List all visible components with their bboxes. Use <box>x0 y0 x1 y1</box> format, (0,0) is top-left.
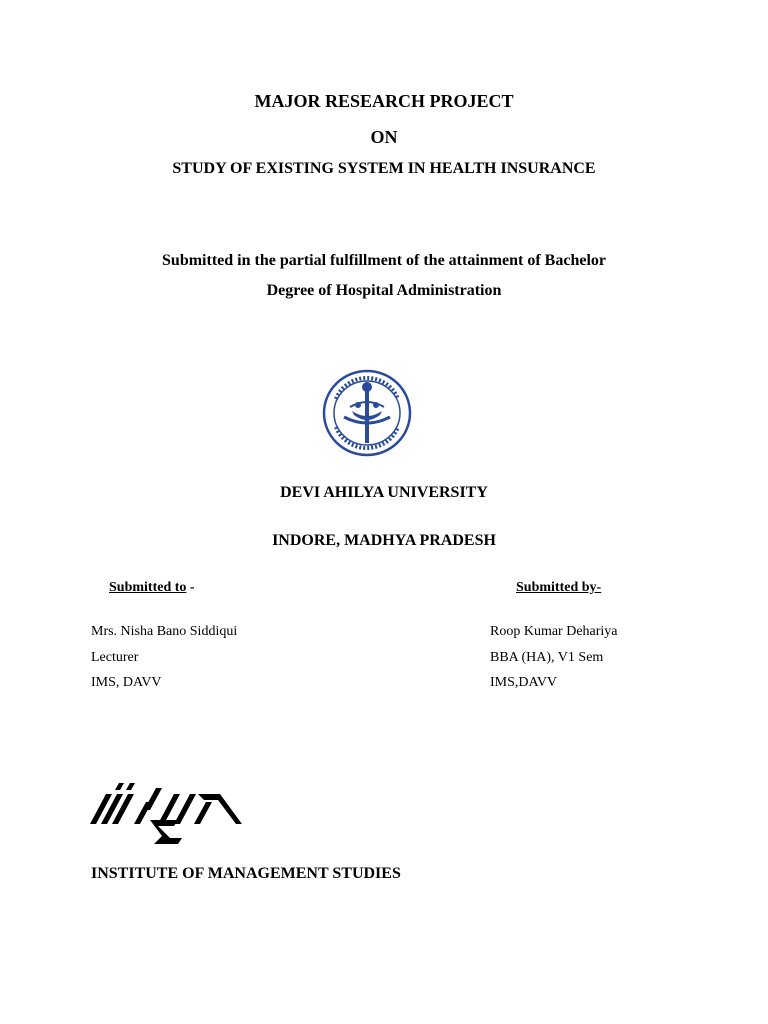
submission-statement-line1: Submitted in the partial fulfillment of the attainment of Bachelor <box>162 252 606 269</box>
university-seal-icon <box>322 369 412 457</box>
project-title: MAJOR RESEARCH PROJECT <box>254 91 514 111</box>
institute-name: INSTITUTE OF MANAGEMENT STUDIES <box>91 865 401 882</box>
submitted-to-suffix: - <box>186 580 195 595</box>
student-course: BBA (HA), V1 Sem <box>490 650 604 665</box>
guide-role: Lecturer <box>91 650 139 665</box>
project-title-on: ON <box>370 127 398 147</box>
submitted-to-heading <box>109 580 195 596</box>
project-subject: STUDY OF EXISTING SYSTEM IN HEALTH INSURANCE <box>172 160 596 177</box>
guide-name: Mrs. Nisha Bano Siddiqui <box>91 624 238 639</box>
submitted-to-label: Submitted to <box>109 580 187 595</box>
university-location: INDORE, MADHYA PRADESH <box>272 532 496 549</box>
student-org: IMS,DAVV <box>490 675 558 690</box>
ims-logo-icon <box>88 780 248 848</box>
submission-statement-line2: Degree of Hospital Administration <box>266 282 502 299</box>
university-name: DEVI AHILYA UNIVERSITY <box>280 484 488 501</box>
submitted-by-heading: Submitted by- <box>516 580 602 595</box>
guide-org: IMS, DAVV <box>91 675 162 690</box>
student-name: Roop Kumar Dehariya <box>490 624 618 639</box>
